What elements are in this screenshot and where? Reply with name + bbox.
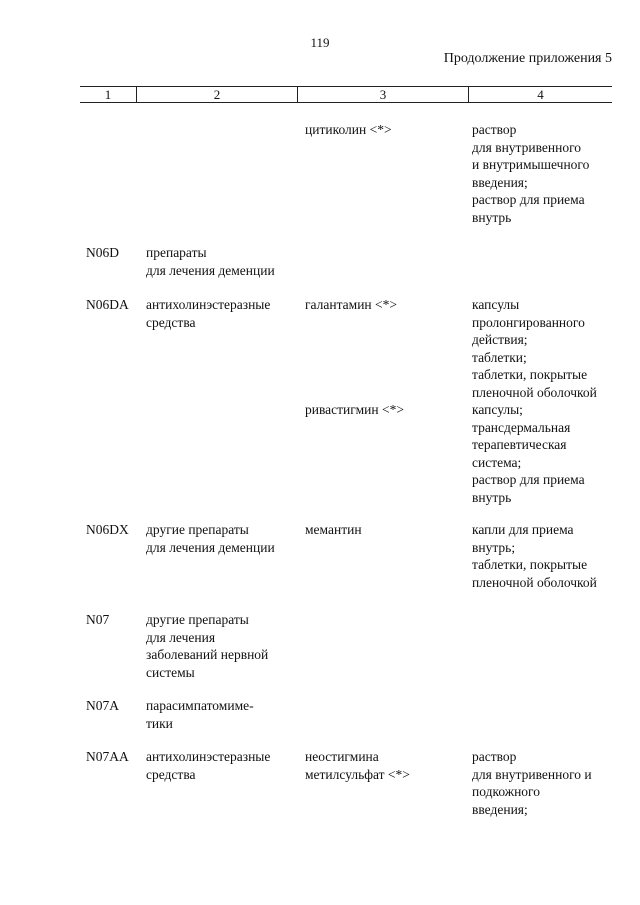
drug-name: мемантин: [305, 522, 362, 537]
atc-group-name: парасимпатомиме- тики: [146, 698, 254, 731]
appendix-continuation-note: Продолжение приложения 5: [443, 51, 612, 66]
column-1-header: 1: [104, 87, 112, 102]
dosage-forms: капли для приема внутрь; таблетки, покрытые пленочной оболочкой: [472, 522, 597, 590]
atc-code: N07: [86, 612, 110, 627]
atc-code: N06DX: [86, 522, 129, 537]
drug-name: цитиколин <*>: [305, 122, 392, 137]
dosage-forms: раствор для внутривенного и внутримышечного введения; раствор для приема внутрь: [472, 122, 590, 225]
atc-group-name: другие препараты для лечения заболеваний нервной системы: [146, 612, 269, 680]
atc-group-name: другие препараты для лечения деменции: [146, 522, 275, 555]
column-2-header: 2: [213, 87, 221, 102]
column-4-header: 4: [537, 87, 544, 102]
atc-code: N07A: [86, 698, 119, 713]
atc-group-name: препараты для лечения деменции: [146, 245, 275, 278]
table-header: [80, 86, 612, 103]
atc-code: N06D: [86, 245, 119, 260]
atc-group-name: антихолинэстеразные средства: [146, 297, 271, 330]
dosage-forms: раствор для внутривенного и подкожного введения;: [472, 749, 592, 817]
drug-name: галантамин <*>: [305, 297, 398, 312]
dosage-forms: капсулы; трансдермальная терапевтическая система; раствор для приема внутрь: [472, 402, 585, 505]
dosage-forms: капсулы пролонгированного действия; таблетки; таблетки, покрытые пленочной оболочкой: [472, 297, 597, 400]
atc-group-name: антихолинэстеразные средства: [146, 749, 271, 782]
atc-code: N06DA: [86, 297, 129, 312]
drug-name: неостигмина метилсульфат <*>: [305, 749, 410, 782]
atc-code: N07AA: [86, 749, 129, 764]
column-3-header: 3: [379, 87, 387, 102]
page-number: 119: [310, 35, 330, 50]
drug-name: ривастигмин <*>: [305, 402, 404, 417]
